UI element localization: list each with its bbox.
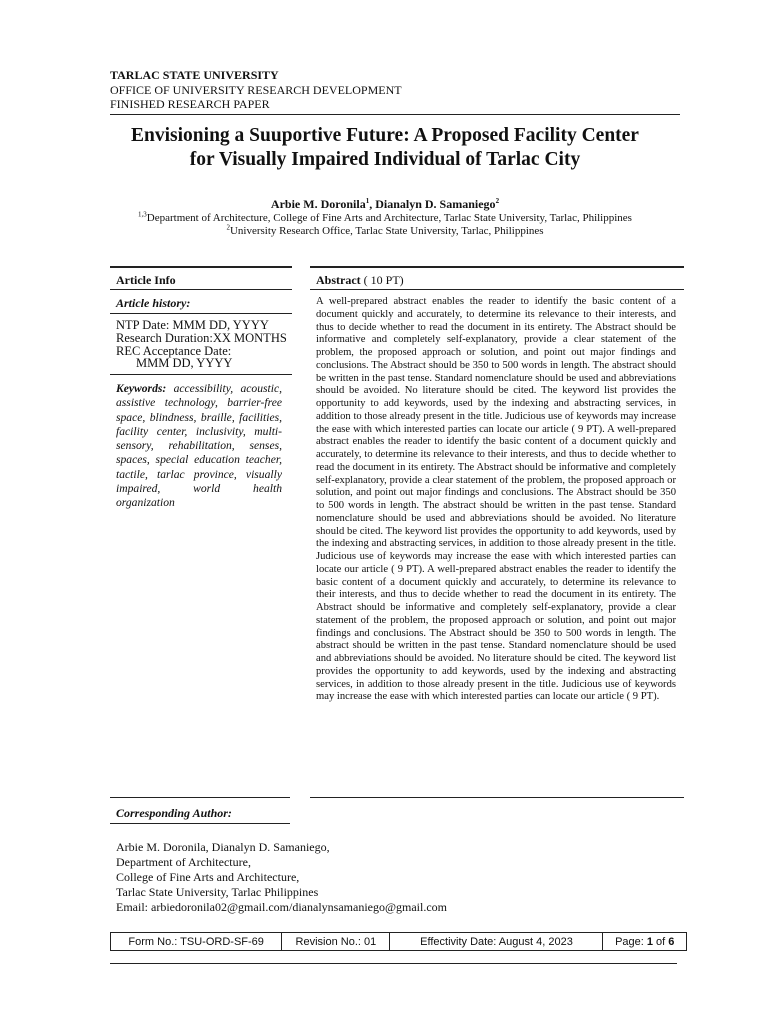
header-divider: [110, 114, 680, 115]
keywords-list: accessibility, acoustic, assistive technology, barrier-free space, blindness, braille, facilities, facility center, inclusivity, multi-sensory, rehabilitation, senses, spaces, special education teacher, tactile, tarlac province, visually impaired, world health organization: [116, 382, 282, 510]
abstract-heading: [316, 273, 404, 288]
effectivity-date: Effectivity Date: August 4, 2023: [390, 933, 603, 951]
footer-rule: [110, 963, 677, 964]
corresponding-university: Tarlac State University, Tarlac Philippines: [116, 885, 319, 899]
page-prefix: Page:: [615, 935, 647, 948]
document-type: FINISHED RESEARCH PAPER: [110, 97, 270, 111]
abstract-heading-note: ( 10 PT): [360, 273, 404, 287]
affiliation-2: [80, 225, 690, 238]
author-2-sup: 2: [495, 197, 500, 205]
affiliation-2-text: University Research Office, Tarlac State University, Tarlac, Philippines: [229, 225, 544, 237]
revision-number: Revision No.: 01: [282, 933, 390, 951]
corresponding-department: Department of Architecture,: [116, 855, 251, 869]
article-history-label: Article history:: [116, 296, 191, 310]
keywords-block: [116, 382, 282, 511]
abstract-heading-label: Abstract: [316, 273, 361, 287]
affiliation-1: [80, 212, 690, 225]
corresponding-details: [116, 840, 447, 915]
office-name: OFFICE OF UNIVERSITY RESEARCH DEVELOPMENT: [110, 83, 402, 97]
authors-line: [80, 197, 690, 212]
author-separator: ,: [369, 197, 376, 211]
history-rule: [110, 313, 292, 314]
corresponding-email: Email: arbiedoronila02@gmail.com/dianalynsamaniego@gmail.com: [116, 900, 448, 914]
keywords-label: Keywords:: [116, 382, 167, 395]
author-1-sup: 1: [365, 197, 370, 205]
article-info-sub-rule: [110, 289, 292, 290]
paper-title: [80, 124, 690, 172]
corresponding-rule-right: [310, 797, 684, 798]
page-indicator: [603, 933, 687, 951]
keywords-rule: [110, 374, 292, 375]
page-total: 6: [668, 935, 675, 948]
affiliation-2-sup: 2: [226, 223, 230, 232]
research-duration: Research Duration:XX MONTHS: [116, 331, 287, 345]
form-number: Form No.: TSU-ORD-SF-69: [111, 933, 282, 951]
corresponding-heading: Corresponding Author:: [116, 806, 232, 820]
title-line-2: for Visually Impaired Individual of Tarlac City: [189, 149, 581, 170]
author-1: Arbie M. Doronila: [270, 197, 366, 211]
page-mid: of: [653, 935, 669, 948]
abstract-top-rule: [310, 266, 684, 268]
ntp-date: NTP Date: MMM DD, YYYY: [116, 318, 269, 332]
affiliation-1-text: Department of Architecture, College of Fine Arts and Architecture, Tarlac State University, Tarlac, Philippines: [146, 212, 632, 224]
title-line-1: Envisioning a Suuportive Future: A Proposed Facility Center: [131, 125, 639, 146]
article-info-heading: Article Info: [116, 273, 176, 287]
abstract-body: A well-prepared abstract enables the reader to identify the basic content of a document quickly and accurately, to determine its relevance to their interests, and thus to decide whether to read the document in its entirety. The Abstract should be informative and completely self-explanatory, provide a clear statement of the problem, the proposed approach or solution, and point out major findings and conclusions. The Abstract should be 350 to 500 words in length. The abstract should be written in the past tense. Standard nomenclature should be used and abbreviations should be avoided. No literature should be cited. The keyword list provides the opportunity to add keywords, used by the indexing and abstracting services, in addition to those already present in the title. Judicious use of keywords may increase the ease with which interested parties can locate our article ( 9 PT). A well-prepared abstract enables the reader to identify the basic content of a document quickly and accurately, to determine its relevance to their interests, and thus to decide whether to read the document in its entirety. The Abstract should be informative and completely self-explanatory, provide a clear statement of the problem, the proposed approach or solution, and point out major findings and conclusions. The Abstract should be 350 to 500 words in length. The abstract should be written in the past tense. Standard nomenclature should be used and abbreviations should be avoided. No literature should be cited. The keyword list provides the opportunity to add keywords, used by the indexing and abstracting services, in addition to those already present in the title. Judicious use of keywords may increase the ease with which interested parties can locate our article ( 9 PT). A well-prepared abstract enables the reader to identify the basic content of a document quickly and accurately, to determine its relevance to their interests, and thus to decide whether to read the document in its entirety. The Abstract should be informative and completely self-explanatory, provide a clear statement of the problem, the proposed approach or solution, and point out major findings and conclusions. The Abstract should be 350 to 500 words in length. The abstract should be written in the past tense. Standard nomenclature should be used and abbreviations should be avoided. No literature should be cited. The keyword list provides the opportunity to add keywords, used by the indexing and abstracting services, in addition to those already present in the title. Judicious use of keywords may increase the ease with which interested parties can locate our article ( 9 PT).: [316, 296, 676, 703]
article-info-top-rule: [110, 266, 292, 268]
page-current: 1: [646, 935, 653, 948]
abstract-sub-rule: [310, 289, 684, 290]
corresponding-names: Arbie M. Doronila, Dianalyn D. Samaniego,: [116, 840, 330, 854]
author-2: Dianalyn D. Samaniego: [375, 197, 496, 211]
rec-acceptance-label: REC Acceptance Date:: [116, 344, 232, 358]
corresponding-college: College of Fine Arts and Architecture,: [116, 870, 300, 884]
corresponding-sub-rule: [110, 823, 290, 824]
rec-acceptance-date: MMM DD, YYYY: [136, 356, 233, 370]
affiliation-1-sup: 1,3: [138, 210, 147, 219]
form-footer-table: [110, 932, 687, 951]
corresponding-rule-left: [110, 797, 290, 798]
university-name: TARLAC STATE UNIVERSITY: [110, 68, 279, 82]
